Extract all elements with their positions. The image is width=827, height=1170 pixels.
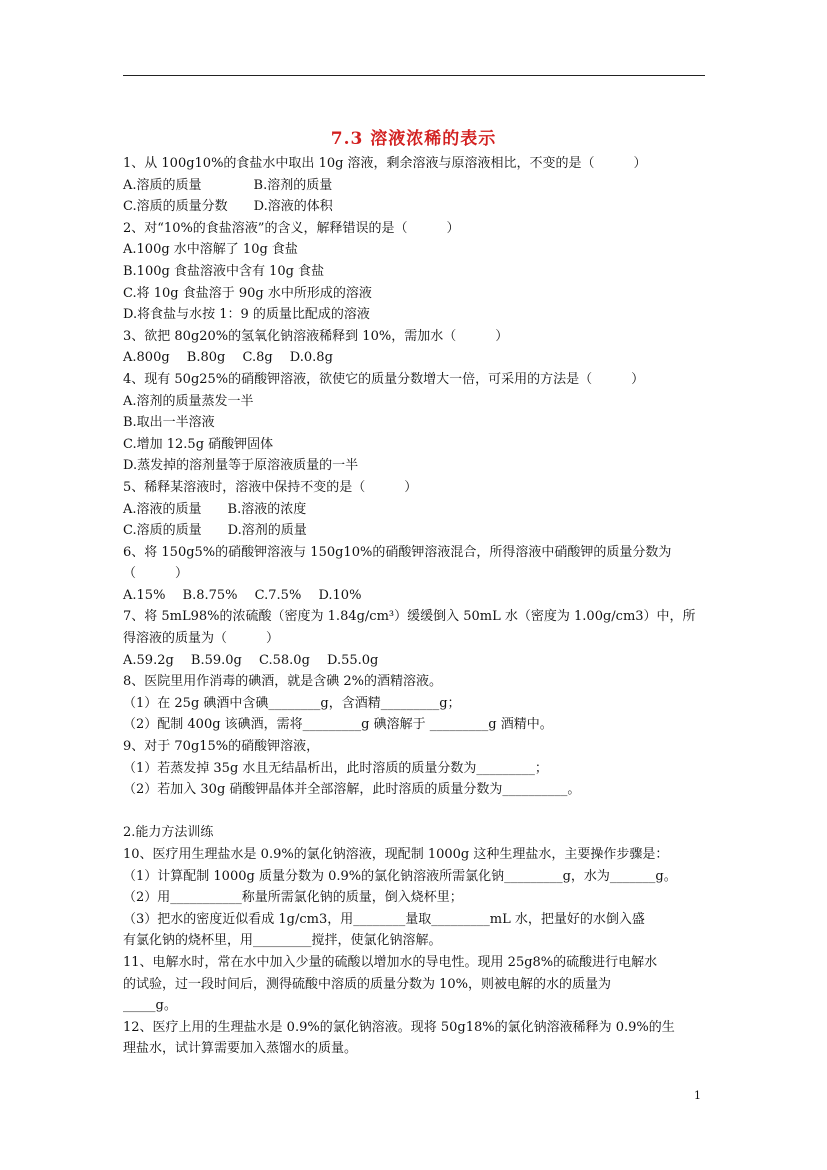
text-line: A.800g B.80g C.8g D.0.8g — [123, 350, 333, 366]
text-line: A.100g 水中溶解了 10g 食盐 — [123, 242, 298, 258]
text-line: D.将食盐与水按 1：9 的质量比配成的溶液 — [123, 307, 370, 323]
text-line: （1）在 25g 碘酒中含碘________g，含酒精_________g； — [123, 695, 461, 711]
text-line: 8、医院里用作消毒的碘酒，就是含碘 2%的酒精溶液。 — [123, 674, 443, 690]
text-line: C.增加 12.5g 硝酸钾固体 — [123, 436, 274, 452]
text-line: A.15% B.8.75% C.7.5% D.10% — [123, 587, 362, 603]
text-line: （1）计算配制 1000g 质量分数为 0.9%的氯化钠溶液所需氯化钠_________g，水为_______g。 — [123, 868, 677, 884]
text-line: 1、从 100g10%的食盐水中取出 10g 溶液，剩余溶液与原溶液相比，不变的是（ ） — [123, 156, 647, 171]
text-line: B.取出一半溶液 — [123, 415, 215, 431]
text-line: 10、医疗用生理盐水是 0.9%的氯化钠溶液，现配制 1000g 这种生理盐水，主要操作步骤是： — [123, 847, 669, 862]
text-line: A.溶剂的质量蒸发一半 — [123, 393, 254, 409]
text-line: （2）用___________称量所需氯化钠的质量，倒入烧杯里； — [123, 890, 463, 906]
text-line: _____g。 — [123, 998, 177, 1014]
text-line: 9、对于 70g15%的硝酸钾溶液， — [123, 739, 320, 755]
text-line: 6、将 150g5%的硝酸钾溶液与 150g10%的硝酸钾溶液混合，所得溶液中硝酸钾的质量分数为 — [123, 544, 672, 560]
section-heading: 2.能力方法训练 — [123, 825, 214, 841]
text-line: C.将 10g 食盐溶于 90g 水中所形成的溶液 — [123, 285, 372, 301]
text-line: A.溶液的质量 B.溶液的浓度 — [123, 501, 307, 517]
text-line: C.溶质的质量分数 D.溶液的体积 — [123, 199, 333, 215]
header-rule — [123, 75, 705, 76]
text-line: （2）若加入 30g 硝酸钾晶体并全部溶解，此时溶质的质量分数为__________。 — [123, 782, 581, 798]
text-line: C.溶质的质量 D.溶剂的质量 — [123, 523, 307, 539]
text-line: （ ） — [123, 566, 189, 582]
document-body — [123, 153, 705, 1060]
text-line: B.100g 食盐溶液中含有 10g 食盐 — [123, 263, 325, 279]
text-line: A.59.2g B.59.0g C.58.0g D.55.0g — [123, 652, 379, 668]
text-line: 5、稀释某溶液时，溶液中保持不变的是（ ） — [123, 479, 418, 495]
text-line: 理盐水，试计算需要加入蒸馏水的质量。 — [123, 1041, 358, 1057]
text-line: 7、将 5mL98%的浓硫酸（密度为 1.84g/cm³）缓缓倒入 50mL 水（密度为 1.00g/cm3）中，所 — [123, 609, 696, 625]
text-line: （2）配制 400g 该碘酒，需将_________g 碘溶解于 _________g 酒精中。 — [123, 717, 553, 733]
text-line: 的试验，过一段时间后，测得硫酸中溶质的质量分数为 10%，则被电解的水的质量为 — [123, 976, 612, 992]
text-line: 2、对“10%的食盐溶液”的含义，解释错误的是（ ） — [123, 220, 460, 236]
text-line: 11、电解水时，常在水中加入少量的硫酸以增加水的导电性。现用 25g8%的硫酸进行电解水 — [123, 954, 658, 970]
text-line: 3、欲把 80g20%的氢氧化钠溶液稀释到 10%，需加水（ ） — [123, 328, 509, 344]
blank-line — [123, 801, 705, 823]
text-line: （3）把水的密度近似看成 1g/cm3，用________量取_________mL 水，把量好的水倒入盛 — [123, 911, 645, 927]
text-line: D.蒸发掉的溶剂量等于原溶液质量的一半 — [123, 458, 359, 474]
page-title: 7.3 溶液浓稀的表示 — [330, 129, 497, 149]
text-line: 得溶液的质量为（ ） — [123, 631, 280, 647]
text-line: 有氯化钠的烧杯里，用_________搅拌，使氯化钠溶解。 — [123, 933, 442, 949]
text-line: 12、医疗上用的生理盐水是 0.9%的氯化钠溶液。现将 50g18%的氯化钠溶液稀释为 0.9%的生 — [123, 1019, 675, 1035]
text-line: 4、现有 50g25%的硝酸钾溶液，欲使它的质量分数增大一倍，可采用的方法是（ ） — [123, 371, 645, 387]
page-number: 1 — [694, 1089, 701, 1102]
text-line: A.溶质的质量 B.溶剂的质量 — [123, 177, 333, 193]
text-line: （1）若蒸发掉 35g 水且无结晶析出，此时溶质的质量分数为_________； — [123, 760, 548, 776]
